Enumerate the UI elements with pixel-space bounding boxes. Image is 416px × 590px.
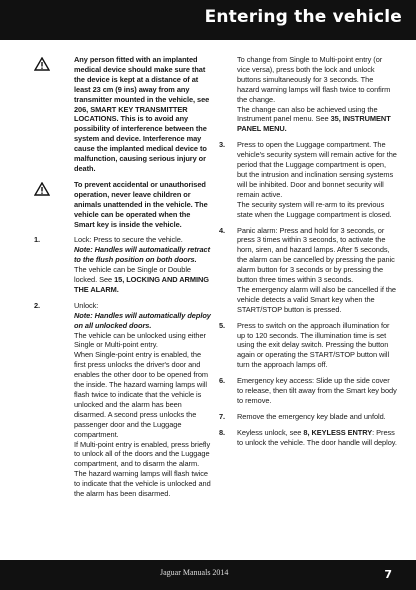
list-item — [219, 321, 397, 371]
item-text: The security system will re-arm to its previous state when the Luggage compartment is closed. — [237, 199, 392, 219]
item-text: The emergency alarm will also be cancelled if the vehicle detects a valid Smart key when the START/STOP button is pressed. — [237, 284, 396, 314]
list-item — [219, 428, 397, 448]
item-number: 6. — [219, 376, 226, 386]
page-title: Entering the vehicle — [204, 7, 402, 27]
item-number: 3. — [219, 140, 226, 150]
warning-text: Any person fitted with an implanted medical device should make sure that the device is kept at a distance of at least 23 cm (9 ins) away from any transmitter mounted in the vehicle, see 206, SMART KEY TRANSMITTER LOCATIONS. This is to avoid any possibility of interference between the system and device. Interference may cause the implanted medical device to malfunction, causing serious injury or death. — [74, 55, 210, 173]
item-text: When Single-point entry is enabled, the first press unlocks the driver's door and enables the other door to be opened from the inside. The hazard warning lamps will flash twice to indicate that the vehicle is unlocked and the alarm has been disarmed. A second press unlocks the passenger door and the Luggage compartment. — [74, 350, 209, 439]
item-text: Panic alarm: Press and hold for 3 seconds, or press 3 times within 3 seconds, to activate the horn, siren, and hazard lamps. After 5 seconds, the alarm can be cancelled by pressing the panic alarm button for 3 seconds or by pressing the button three times within 3 seconds. — [237, 225, 395, 285]
warning-block — [34, 55, 212, 174]
cross-reference: 15, LOCKING AND ARMING THE ALARM. — [74, 275, 209, 294]
item-number: 1. — [34, 235, 41, 245]
list-item — [219, 226, 397, 315]
item-text: If Multi-point entry is enabled, press briefly to unlock all of the doors and the Luggage compartment, and to disarm the alarm. The hazard warning lamps will flash twice to indicate that the vehicle is unlocked and the alarm has been disarmed. — [74, 439, 211, 499]
item-text: Keyless unlock, see 8, KEYLESS ENTRY: Press to unlock the vehicle. The door handle will deploy. — [237, 427, 397, 447]
item-note: Note: Handles will automatically retract to the flush position on both doors. — [74, 245, 210, 265]
warning-block — [34, 180, 212, 230]
list-item — [34, 235, 212, 294]
warning-triangle-icon — [34, 182, 50, 196]
item-text: The vehicle can be Single or Double locked. See 15, LOCKING AND ARMING THE ALARM. — [74, 265, 209, 294]
left-column — [34, 55, 212, 505]
right-column — [219, 55, 397, 454]
list-item — [219, 140, 397, 219]
warning-text: To prevent accidental or unauthorised operation, never leave children or animals unattended in the vehicle. The vehicle can be operated when the Smart key is inside the vehicle. — [74, 179, 208, 229]
item-text: Emergency key access: Slide up the side cover to release, then tilt away from the Smart key body to remove. — [237, 376, 397, 405]
footer-brand: Jaguar Manuals 2014 — [160, 568, 229, 577]
page-number: 7 — [384, 568, 392, 581]
list-item — [34, 301, 212, 499]
item-number: 4. — [219, 225, 226, 235]
item-number: 8. — [219, 427, 226, 437]
item-number: 2. — [34, 300, 41, 310]
continued-text: To change from Single to Multi-point entry (or vice versa), press both the lock and unlock buttons simultaneously for 3 seconds. The hazard warning lamps will flash twice to confirm the change. The change can also be achieved using the Instrument panel menu. See 35, INSTRUMENT PANEL MENU. — [237, 55, 391, 134]
page-footer — [0, 560, 416, 590]
item-number: 5. — [219, 320, 226, 330]
cross-reference: 35, INSTRUMENT PANEL MENU. — [237, 114, 391, 134]
warning-triangle-icon — [34, 57, 50, 71]
item-note: Note: Handles will automatically deploy on all unlocked doors. — [74, 310, 211, 330]
page-header — [0, 0, 416, 40]
item-number: 7. — [219, 411, 226, 421]
item-text: The vehicle can be unlocked using either Single or Multi-point entry. — [74, 330, 206, 350]
item-text: Press to switch on the approach illumination for up to 120 seconds. The illumination time is set using the exit delay switch. Pressing the button again or operating the START/STOP button will turn the approach lamps off. — [237, 320, 390, 370]
cross-reference: 8, KEYLESS ENTRY — [303, 427, 373, 437]
item-text: Press to open the Luggage compartment. The vehicle's security system will remain active for the period that the Luggage compartment is open, but the intrusion and inclination sensing systems will be inhibited. Door and bonnet security will remain active. — [237, 140, 397, 199]
item-lead: Unlock: — [74, 300, 99, 310]
item-lead: Lock: Press to secure the vehicle. — [74, 235, 183, 245]
list-item — [219, 376, 397, 406]
item-text: Remove the emergency key blade and unfold. — [237, 411, 386, 421]
list-item — [219, 412, 397, 422]
